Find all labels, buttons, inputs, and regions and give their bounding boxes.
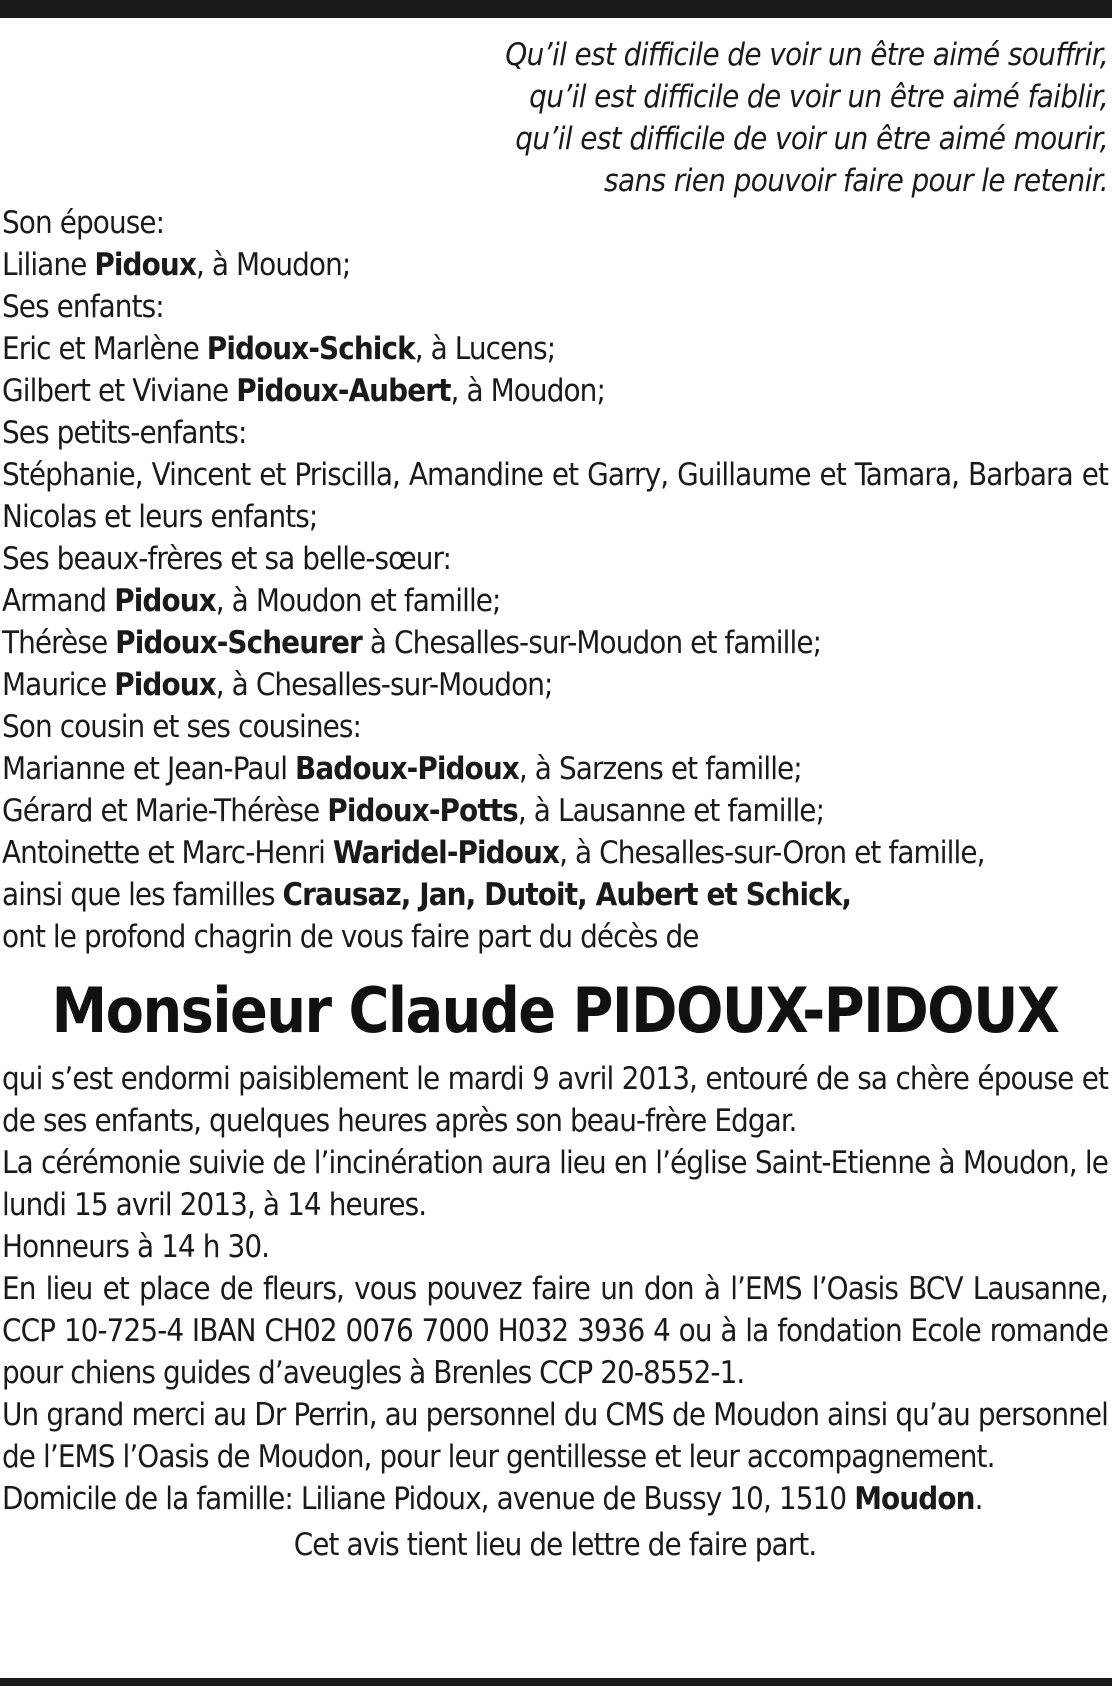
bottom-rule (0, 1678, 1112, 1686)
cousin-line: Marianne et Jean-Paul Badoux-Pidoux, à Sarzens et famille; (2, 751, 802, 787)
poem-line: sans rien pouvoir faire pour le retenir. (604, 163, 1108, 199)
inlaw-line: Thérèse Pidoux-Scheurer à Chesalles-sur-Moudon et famille; (2, 625, 822, 661)
poem-line: Qu’il est difficile de voir un être aimé souffrir, (505, 37, 1108, 73)
surname: Pidoux-Schick (206, 331, 415, 367)
inlaw-line: Armand Pidoux, à Moudon et famille; (2, 583, 501, 619)
family-list (2, 202, 1108, 958)
surname: Pidoux-Aubert (236, 373, 451, 409)
surname: Waridel-Pidoux (332, 835, 560, 871)
cousin-line: Antoinette et Marc-Henri Waridel-Pidoux, à Chesalles-sur-Oron et famille, (2, 835, 985, 871)
details (2, 1058, 1108, 1520)
thanks-paragraph: Un grand merci au Dr Perrin, au personnel du CMS de Moudon ainsi qu’au personnel de l’EMS l’Oasis de Moudon, pour leur gentillesse et leur accompagnement. (2, 1397, 1108, 1475)
cousins-heading: Son cousin et ses cousines: (2, 709, 362, 745)
surname: Pidoux (114, 667, 216, 703)
honours-paragraph: Honneurs à 14 h 30. (2, 1229, 270, 1265)
surname: Badoux-Pidoux (295, 751, 519, 787)
grandchildren-list: Stéphanie, Vincent et Priscilla, Amandine et Garry, Guillaume et Tamara, Barbara et Nicolas et leurs enfants; (2, 457, 1108, 535)
town: Moudon (854, 1481, 975, 1517)
grandchildren-heading: Ses petits-enfants: (2, 415, 247, 451)
inlaw-line: Maurice Pidoux, à Chesalles-sur-Moudon; (2, 667, 553, 703)
ceremony-paragraph: La cérémonie suivie de l’incinération aura lieu en l’église Saint-Etienne à Moudon, le lundi 15 avril 2013, à 14 heures. (2, 1145, 1108, 1223)
poem (2, 34, 1108, 202)
surname: Pidoux (114, 583, 216, 619)
cousin-line: Gérard et Marie-Thérèse Pidoux-Potts, à Lausanne et famille; (2, 793, 825, 829)
donation-paragraph: En lieu et place de fleurs, vous pouvez faire un don à l’EMS l’Oasis BCV Lausanne, CCP 10-725-4 IBAN CH02 0076 7000 H032 3936 4 ou à la fondation Ecole romande pour chiens guides d’aveugles à Brenles CCP 20-8552-1. (2, 1271, 1108, 1391)
surname: Pidoux-Potts (327, 793, 518, 829)
surname: Pidoux (94, 247, 196, 283)
top-rule (0, 0, 1112, 18)
poem-line: qu’il est difficile de voir un être aimé mourir, (515, 121, 1108, 157)
domicile-line: Domicile de la famille: Liliane Pidoux, avenue de Bussy 10, 1510 Moudon. (2, 1481, 983, 1517)
announcement-line: ont le profond chagrin de vous faire part du décès de (2, 919, 699, 955)
spouse-line: Liliane Pidoux, à Moudon; (2, 247, 351, 283)
child-line: Eric et Marlène Pidoux-Schick, à Lucens; (2, 331, 556, 367)
child-line: Gilbert et Viviane Pidoux-Aubert, à Moudon; (2, 373, 605, 409)
surname: Pidoux-Scheurer (115, 625, 362, 661)
closing-note: Cet avis tient lieu de lettre de faire part. (293, 1527, 817, 1563)
death-paragraph: qui s’est endormi paisiblement le mardi 9 avril 2013, entouré de sa chère épouse et de ses enfants, quelques heures après son beau-frère Edgar. (2, 1061, 1108, 1139)
poem-line: qu’il est difficile de voir un être aimé faiblir, (529, 79, 1108, 115)
surname: Crausaz, Jan, Dutoit, Aubert et Schick, (282, 877, 852, 913)
children-heading: Ses enfants: (2, 289, 164, 325)
spouse-heading: Son épouse: (2, 205, 165, 241)
obituary-notice (2, 34, 1108, 1566)
families-line: ainsi que les familles Crausaz, Jan, Dutoit, Aubert et Schick, (2, 877, 852, 913)
inlaws-heading: Ses beaux-frères et sa belle-sœur: (2, 541, 452, 577)
deceased-name: Monsieur Claude PIDOUX-PIDOUX (51, 974, 1059, 1047)
